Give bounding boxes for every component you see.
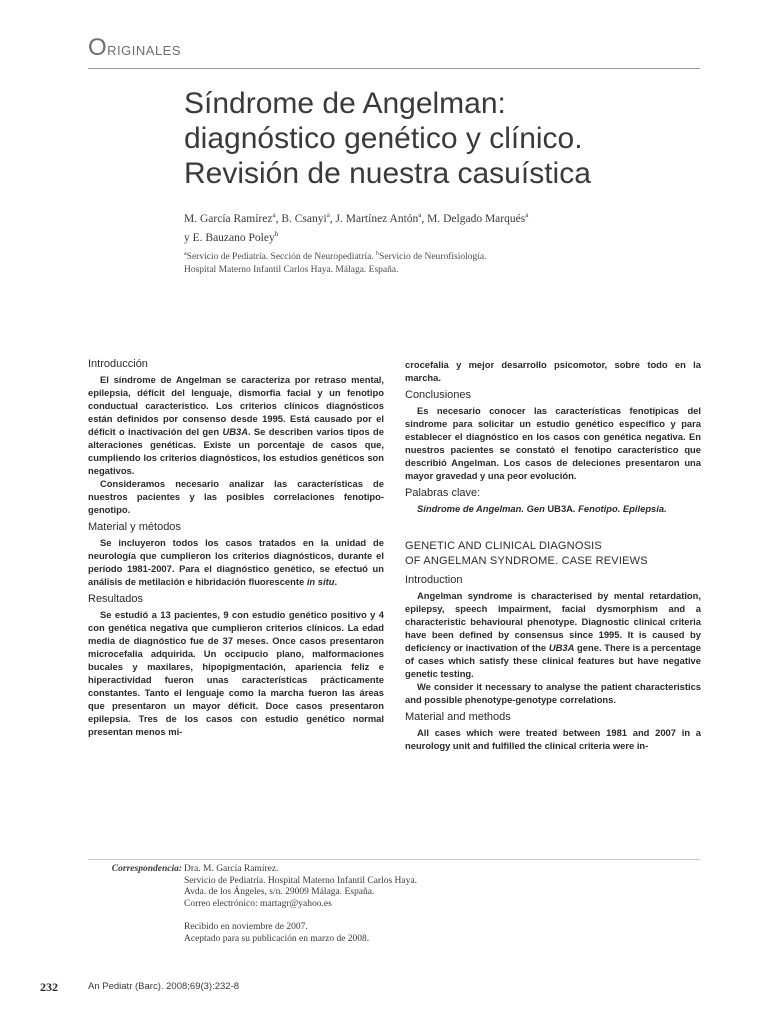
corr-name: Dra. M. García Ramírez.	[184, 864, 279, 874]
methods-paragraph: Se incluyeron todos los casos tratados en la unidad de neurología que cumplieron los criterios diagnósticos, durante el período 1981-2007. Para el diagnóstico genético, se efectuó un análisis de metilación e hibridación fluorescente in situ.	[88, 537, 384, 587]
english-title-line-2: OF ANGELMAN SYNDROME. CASE REVIEWS	[405, 555, 648, 567]
section-label-rest: riginales	[107, 39, 182, 59]
author-5: y E. Bauzano Poley	[184, 231, 275, 244]
intro-heading: Introducción	[88, 358, 148, 370]
results-continued: crocefalia y mejor desarrollo psicomotor, sobre todo en la marcha.	[405, 359, 701, 383]
abstract-right-column	[405, 358, 701, 752]
conclusions-heading: Conclusiones	[405, 389, 472, 401]
corr-address: Avda. de los Ángeles, s/n. 29009 Málaga. España.	[184, 887, 375, 897]
en-intro-heading: Introduction	[405, 574, 463, 586]
author-list	[184, 208, 704, 246]
en-intro-paragraph-1: Angelman syndrome is characterised by mental retardation, epilepsy, speech impairment, facial dysmorphism and a characteristic behavioural phenotype. Diagnostic clinical criteria have been defined by consensus since 1995. It is caused by deficiency or inactivation of the UB3A gene. There is a percentage of cases which satisfy these clinical features but have negative genetic testing.	[405, 590, 701, 679]
title-line-2: diagnóstico genético y clínico.	[184, 122, 583, 155]
received-date: Recibido en noviembre de 2007.	[184, 922, 308, 932]
correspondence-rule	[88, 859, 700, 860]
author-2: , B. Csanyi	[275, 212, 327, 225]
english-title-line-1: GENETIC AND CLINICAL DIAGNOSIS	[405, 540, 602, 552]
keywords: Síndrome de Angelman. Gen UB3A. Fenotipo. Epilepsia.	[417, 503, 667, 514]
accepted-date: Aceptado para su publicación en marzo de 2008.	[184, 933, 370, 944]
page-number: 232	[40, 980, 58, 994]
corr-email: Correo electrónico: martagr@yahoo.es	[184, 898, 332, 909]
affil-hospital: Hospital Materno Infantil Carlos Haya. Málaga. España.	[184, 265, 399, 276]
abstract-left-column	[88, 358, 384, 738]
intro-paragraph-2: Consideramos necesario analizar las características de nuestros pacientes y las posibles correlaciones fenotipo-genotipo.	[88, 478, 384, 515]
en-intro-paragraph-2: We consider it necessary to analyse the patient characteristics and possible phenotype-genotype correlations.	[405, 681, 701, 705]
conclusions-paragraph: Es necesario conocer las características fenotípicas del síndrome para solicitar un estudio genético específico y para establecer el diagnóstico en los casos con genética negativa. En nuestros pacientes se constató el fenotipo característico que describió Angelman. Los casos de deleciones presentaron una mayor gravedad y una peor evolución.	[405, 405, 701, 481]
results-heading: Resultados	[88, 593, 144, 605]
section-label-initial: O	[88, 34, 108, 61]
en-methods-heading: Material and methods	[405, 711, 511, 723]
section-label	[88, 34, 181, 62]
results-paragraph: Se estudió a 13 pacientes, 9 con estudio genético positivo y 4 con genética negativa que cumplieron criterios clínicos. La edad media de diagnóstico fue de 37 meses. Once casos presentaron microcefalia adquirida. Un occipucio plano, malformaciones bucales y maxilares, hipopigmentación, apariencia feliz e hiperactividad fueron unas características prácticamente constantes. Tanto el lenguaje como la marcha fueron las áreas que presentaron un mayor déficit. Doce casos presentaron epilepsia. Tres de los casos con estudio genético normal presentan menos mi-	[88, 609, 384, 737]
corr-department: Servicio de Pediatría. Hospital Materno Infantil Carlos Haya.	[184, 875, 417, 886]
author-3: , J. Martínez Antón	[329, 212, 419, 225]
correspondence-label: Correspondencia:	[111, 864, 182, 874]
methods-heading: Material y métodos	[88, 521, 181, 533]
title-line-3: Revisión de nuestra casuística	[184, 157, 591, 190]
header-rule	[88, 68, 700, 69]
author-2-affil: a	[326, 211, 330, 219]
article-title	[184, 86, 704, 191]
en-methods-paragraph: All cases which were treated between 1981 and 2007 in a neurology unit and fulfilled the clinical criteria were in-	[405, 727, 701, 751]
author-4-affil: a	[525, 211, 529, 219]
affiliations	[184, 248, 704, 277]
affil-b-marker: b	[376, 251, 380, 257]
affil-b-text: Servicio de Neurofisiología.	[379, 252, 487, 263]
author-4: , M. Delgado Marqués	[421, 212, 526, 225]
journal-citation: An Pediatr (Barc). 2008;69(3):232-8	[88, 981, 240, 992]
author-5-affil: b	[274, 229, 279, 238]
author-3-affil: a	[418, 211, 422, 219]
intro-paragraph-1: El síndrome de Angelman se caracteriza por retraso mental, epilepsia, déficit del lenguaje, dismorfia facial y un fenotipo conductual característico. Los criterios clínicos diagnósticos están definidos por consenso desde 1995. Está causado por el déficit o inactivación del gen UB3A. Se describen varios tipos de alteraciones genéticas. Existe un porcentaje de casos que, cumpliendo los criterios diagnósticos, los estudios genéticos son negativos.	[88, 374, 384, 476]
affil-a-text: Servicio de Pediatría. Sección de Neuropediatría.	[186, 252, 377, 263]
affil-a-marker: a	[184, 251, 187, 257]
keywords-heading: Palabras clave:	[405, 487, 481, 499]
author-1: M. García Ramírez	[184, 212, 273, 225]
author-1-affil: a	[272, 211, 276, 219]
title-line-1: Síndrome de Angelman:	[184, 87, 506, 120]
